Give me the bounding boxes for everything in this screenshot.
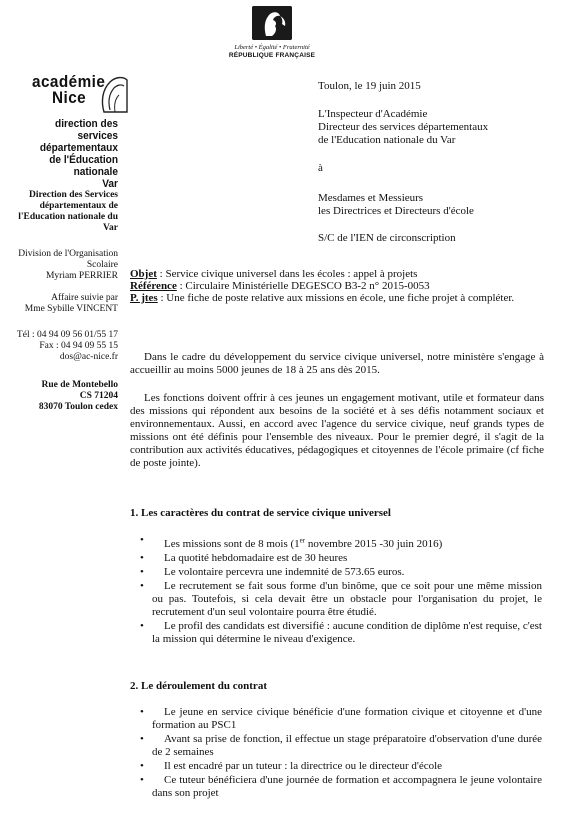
objet-line — [130, 268, 550, 280]
reference-line — [130, 280, 550, 292]
item-text: Le profil des candidats est diversifié : aucune condition de diplôme n'est requise, c'est la mission qui détermine le niveau d'exigence. — [152, 619, 542, 645]
direction-line: Direction des Services — [29, 190, 118, 200]
followup-line: Affaire suivie par — [51, 293, 118, 303]
division-line: Division de l'Organisation — [18, 249, 118, 259]
section-2-list — [130, 706, 542, 801]
objet-text: : Service civique universel dans les écoles : appel à projets — [156, 268, 418, 280]
item-text: Le volontaire percevra une indemnité de 573.65 euros. — [164, 565, 405, 578]
service-line: départementaux — [39, 142, 118, 154]
list-item — [130, 760, 542, 773]
bullet-icon: • — [140, 706, 144, 718]
sidebar-direction — [4, 190, 118, 234]
bullet-icon: • — [140, 619, 144, 632]
attachments-line — [130, 292, 550, 304]
email-link[interactable]: dos@ac-nice.fr — [59, 352, 118, 362]
section-2-heading: 2. Le déroulement du contrat — [130, 680, 267, 692]
fax-line: Fax : 04 94 09 55 15 — [39, 341, 118, 351]
direction-line: départementaux de — [39, 201, 118, 211]
item-text: Ce tuteur bénéficiera d'une journée de formation et accompagnera le jeune volontaire dans son projet — [152, 774, 542, 799]
intro-text: Dans le cadre du développement du service civique universel, notre ministère s'engage à accueillir au moins 5000 jeunes de 18 à 25 ans dès 2015. — [130, 351, 544, 376]
item-text: novembre 2015 -30 juin 2016) — [305, 537, 443, 550]
marianne-profile-icon — [100, 74, 130, 114]
functions-paragraph — [130, 392, 544, 470]
service-line: Var — [102, 178, 118, 190]
cc-line: S/C de l'IEN de circonscription — [318, 232, 456, 244]
list-item — [130, 706, 542, 732]
list-item — [130, 580, 542, 619]
academie-city: Nice — [52, 88, 87, 107]
subject-block — [130, 268, 550, 304]
objet-label: Objet — [130, 268, 157, 280]
service-line: de l'Éducation nationale — [49, 154, 118, 178]
republic-name: RÉPUBLIQUE FRANÇAISE — [228, 52, 316, 59]
sidebar-contact — [4, 330, 118, 363]
address-line: Rue de Montebello — [41, 380, 118, 390]
item-text: Les missions sont de 8 mois (1 — [164, 537, 300, 550]
bullet-icon: • — [140, 733, 144, 745]
item-text: Il est encadré par un tuteur : la directrice ou le directeur d'école — [164, 760, 443, 772]
bullet-icon: • — [140, 565, 144, 578]
reference-label: Référence — [130, 280, 177, 292]
item-text: Avant sa prise de fonction, il effectue un stage préparatoire d'observation d'une durée de 2 semaines — [152, 733, 542, 758]
republic-motto: Liberté • Égalité • Fraternité — [234, 44, 310, 51]
direction-line: l'Education nationale du — [18, 212, 118, 222]
item-text: La quotité hebdomadaire est de 30 heures — [164, 551, 348, 564]
academy-service-lines — [20, 118, 118, 190]
recipient-line: Mesdames et Messieurs — [318, 192, 424, 204]
item-text: Le recrutement se fait sous forme d'un binôme, que ce soit pour une même mission ou pas. Toutefois, si cela devait être un obstacle pour l'organisation du projet, le recrutement d'un seul volontaire pourra être étudié. — [152, 579, 542, 618]
list-item — [130, 534, 542, 551]
service-line: direction des services — [55, 118, 118, 142]
bullet-icon: • — [140, 579, 144, 592]
followup-line: Mme Sybille VINCENT — [24, 304, 118, 314]
academie-word: académie — [32, 72, 106, 91]
sender-block — [318, 108, 488, 147]
bullet-icon: • — [140, 551, 144, 564]
division-line: Myriam PERRIER — [45, 271, 118, 281]
attachments-text: : Une fiche de poste relative aux missions en école, une fiche projet à compléter. — [157, 292, 515, 304]
direction-line: Var — [103, 223, 118, 233]
intro-paragraph — [130, 351, 544, 377]
superscript: er — [299, 536, 306, 544]
attachments-label: P. jtes — [130, 292, 158, 304]
sender-line: de l'Education nationale du Var — [318, 134, 456, 146]
section-1-list — [130, 534, 542, 647]
bullet-icon: • — [140, 774, 144, 786]
sender-line: L'Inspecteur d'Académie — [318, 108, 428, 120]
sidebar-followup — [4, 293, 118, 315]
marianne-emblem-icon — [252, 6, 292, 40]
list-item — [130, 733, 542, 759]
bullet-icon: • — [140, 534, 144, 546]
list-item — [130, 620, 542, 646]
recipient-line: les Directrices et Directeurs d'école — [318, 205, 474, 217]
division-line: Scolaire — [86, 260, 118, 270]
republique-francaise-logo — [224, 6, 320, 59]
bullet-icon: • — [140, 760, 144, 772]
phone-line: Tél : 04 94 09 56 01/55 17 — [16, 330, 118, 340]
item-text: Le jeune en service civique bénéficie d'une formation civique et citoyenne et d'une formation au PSC1 — [152, 706, 542, 731]
reference-text: : Circulaire Ministérielle DEGESCO B3-2 n° 2015-0053 — [176, 280, 430, 292]
sidebar-division — [4, 249, 118, 282]
recipient-block — [318, 192, 474, 218]
list-item — [130, 566, 542, 579]
list-item — [130, 552, 542, 565]
sidebar-address — [4, 380, 118, 413]
address-line: CS 71204 — [79, 391, 118, 401]
to-word: à — [318, 162, 323, 174]
address-line: 83070 Toulon cedex — [38, 402, 118, 412]
section-1-heading: 1. Les caractères du contrat de service civique universel — [130, 507, 391, 519]
sender-line: Directeur des services départementaux — [318, 121, 489, 133]
list-item — [130, 774, 542, 800]
functions-text: Les fonctions doivent offrir à ces jeunes un engagement motivant, utile et formateur dans des missions qui répondent aux besoins de la société et à ses défis notamment sociaux et environnementaux. Aussi, en accord avec l'agence du service civique, neuf grands types de missions ont été définis pour l'ensemble des niveaux. Pour le premier degré, il s'agit de la contribution aux activités éducatives, pédagogiques et citoyennes de l'école primaire (cf fiche de poste jointe). — [130, 392, 544, 469]
place-date: Toulon, le 19 juin 2015 — [318, 80, 421, 92]
